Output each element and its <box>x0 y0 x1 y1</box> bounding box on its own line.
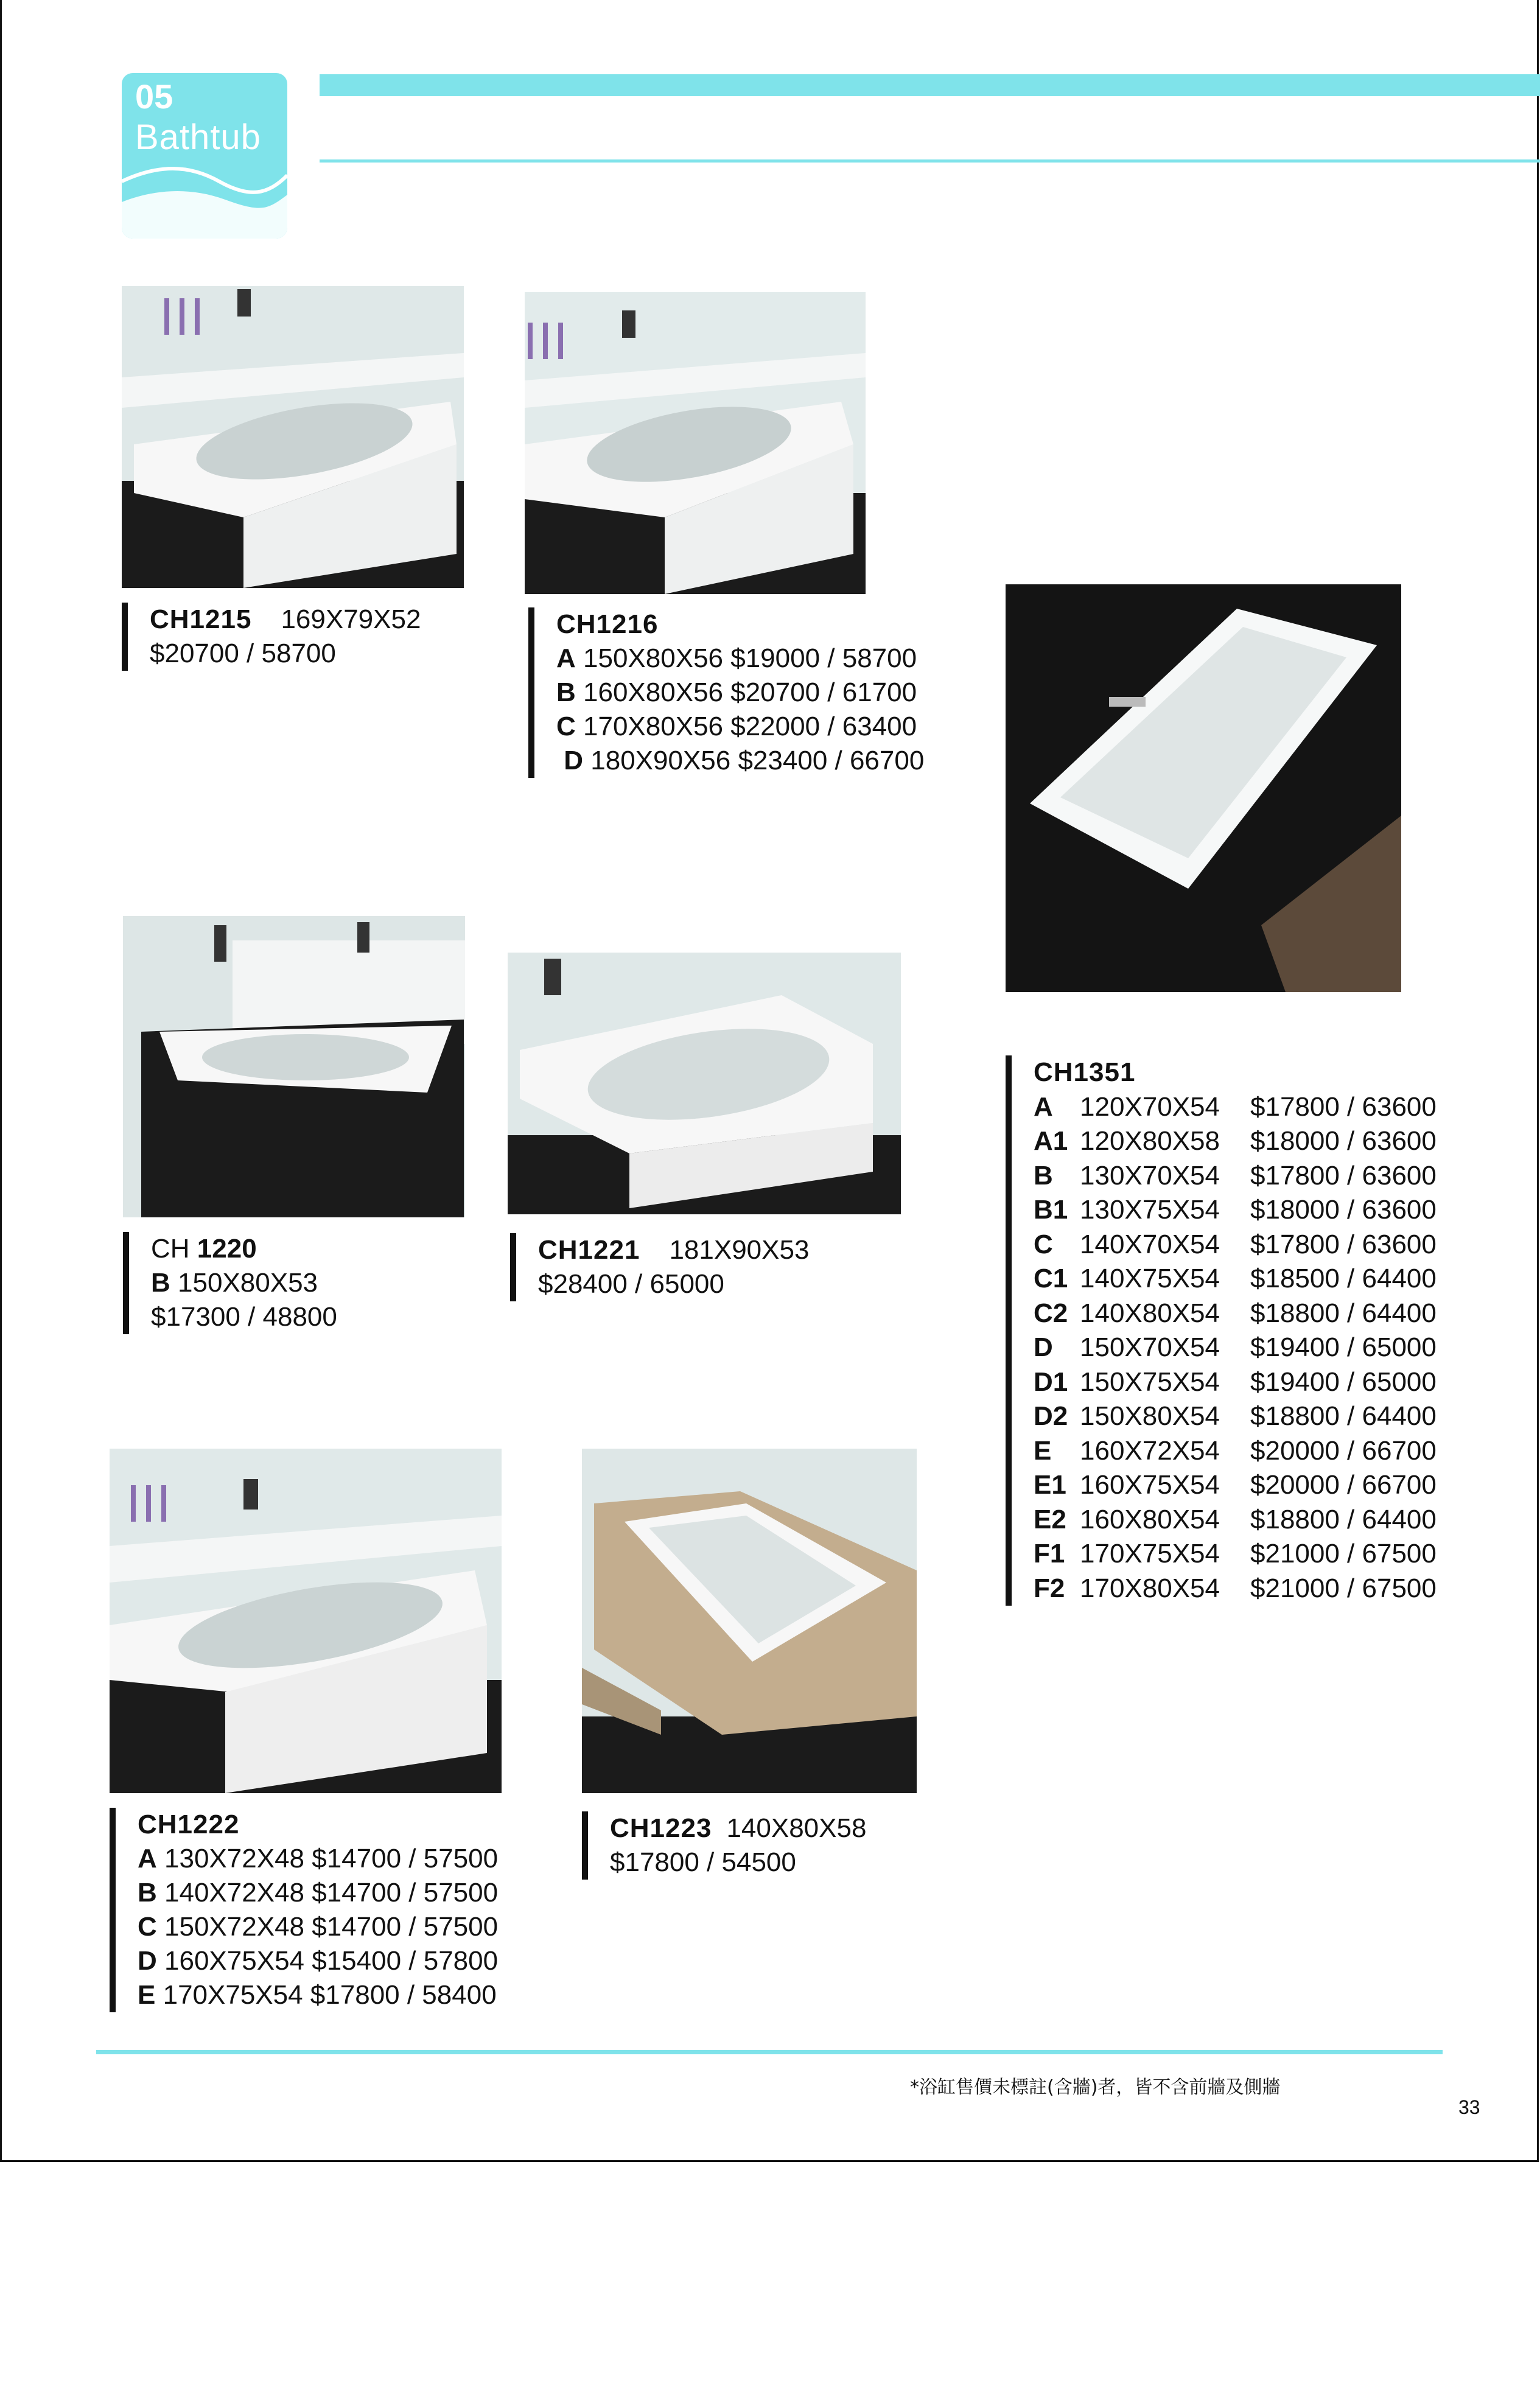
ch1222-row: C 150X72X48 $14700 / 57500 <box>138 1912 499 1942</box>
price-ch1223: $17800 / 54500 <box>610 1847 796 1877</box>
variant-dims: 140X75X54 <box>1080 1264 1220 1293</box>
ch1222-row: D 160X75X54 $15400 / 57800 <box>138 1946 499 1976</box>
variant-letter: E <box>1034 1435 1052 1466</box>
spec-ch1216 <box>528 607 924 778</box>
price-ch1215: $20700 / 58700 <box>150 638 336 668</box>
ch1351-row <box>1034 1365 1437 1400</box>
variant-price: $18500 / 64400 <box>1250 1264 1437 1293</box>
photo-ch1351 <box>1006 584 1401 992</box>
photo-ch1221 <box>508 953 901 1214</box>
model-ch1351: CH1351 <box>1034 1057 1136 1087</box>
ch1351-row <box>1034 1331 1437 1365</box>
photo-ch1215 <box>122 286 464 588</box>
variant-price: $18800 / 64400 <box>1250 1504 1437 1534</box>
variant-letter: F2 <box>1034 1573 1065 1603</box>
dims-ch1220: 150X80X53 <box>178 1268 318 1298</box>
variant-letter: D2 <box>1034 1401 1068 1431</box>
variant-dims: 170X75X54 <box>1080 1539 1220 1569</box>
variant-price: $21000 / 67500 <box>1250 1539 1437 1569</box>
ch1351-row <box>1034 1124 1437 1159</box>
variant-dims: 120X70X54 <box>1080 1091 1220 1122</box>
variant-dims: 160X75X54 <box>1080 1470 1220 1500</box>
ch1222-row: B 140X72X48 $14700 / 57500 <box>138 1878 499 1908</box>
ch1351-row <box>1034 1193 1437 1228</box>
variant-price: $20000 / 66700 <box>1250 1435 1437 1466</box>
model-ch1215: CH1215 <box>150 604 252 634</box>
ch1222-row: A 130X72X48 $14700 / 57500 <box>138 1844 499 1873</box>
variant-letter: D <box>1034 1332 1053 1362</box>
photo-ch1223 <box>582 1449 917 1793</box>
variant-dims: 130X70X54 <box>1080 1160 1220 1191</box>
ch1351-row <box>1034 1572 1437 1606</box>
variant-letter: C2 <box>1034 1298 1068 1328</box>
spec-ch1220 <box>123 1232 337 1334</box>
variant-dims: 150X75X54 <box>1080 1366 1220 1397</box>
dims-ch1215: 169X79X52 <box>281 604 421 634</box>
ch1216-row: C 170X80X56 $22000 / 63400 <box>556 712 917 741</box>
model-number-ch1220: 1220 <box>197 1234 257 1264</box>
variant-price: $17800 / 63600 <box>1250 1160 1437 1191</box>
model-ch1222: CH1222 <box>138 1810 240 1839</box>
variant-price: $17800 / 63600 <box>1250 1229 1437 1259</box>
variant-dims: 150X80X54 <box>1080 1401 1220 1431</box>
ch1351-row <box>1034 1537 1437 1572</box>
letter-ch1220: B <box>151 1268 170 1298</box>
variant-letter: B1 <box>1034 1195 1068 1225</box>
model-ch1223: CH1223 <box>610 1813 712 1843</box>
variant-letter: E2 <box>1034 1504 1066 1534</box>
ch1351-row <box>1034 1262 1437 1296</box>
ch1351-table <box>1034 1090 1437 1606</box>
photo-ch1216 <box>525 292 866 594</box>
variant-letter: F1 <box>1034 1539 1065 1569</box>
header-rule-thin <box>320 159 1540 163</box>
price-ch1221: $28400 / 65000 <box>538 1269 724 1299</box>
variant-letter: B <box>1034 1160 1053 1191</box>
variant-dims: 140X70X54 <box>1080 1229 1220 1259</box>
ch1351-row <box>1034 1228 1437 1262</box>
variant-price: $18000 / 63600 <box>1250 1126 1437 1156</box>
ch1351-row <box>1034 1434 1437 1469</box>
variant-letter: E1 <box>1034 1470 1066 1500</box>
variant-price: $21000 / 67500 <box>1250 1573 1437 1603</box>
spec-ch1222 <box>110 1808 498 2012</box>
footnote: *浴缸售價未標註(含牆)者，皆不含前牆及側牆 <box>910 2077 1281 2098</box>
ch1216-row: A 150X80X56 $19000 / 58700 <box>556 643 917 673</box>
dims-ch1223: 140X80X58 <box>726 1813 867 1843</box>
variant-price: $19400 / 65000 <box>1250 1332 1437 1362</box>
variant-dims: 130X75X54 <box>1080 1195 1220 1225</box>
variant-letter: A <box>1034 1091 1053 1122</box>
variant-letter: D1 <box>1034 1366 1068 1397</box>
variant-price: $20000 / 66700 <box>1250 1470 1437 1500</box>
ch1351-row <box>1034 1399 1437 1434</box>
variant-dims: 140X80X54 <box>1080 1298 1220 1328</box>
dims-ch1221: 181X90X53 <box>669 1235 810 1265</box>
variant-dims: 160X80X54 <box>1080 1504 1220 1534</box>
spec-ch1221 <box>510 1233 809 1301</box>
variant-letter: C <box>1034 1229 1053 1259</box>
variant-dims: 120X80X58 <box>1080 1126 1220 1156</box>
variant-price: $19400 / 65000 <box>1250 1366 1437 1397</box>
section-title: Bathtub <box>135 117 261 157</box>
spec-ch1215 <box>122 603 421 671</box>
model-ch1221: CH1221 <box>538 1235 640 1265</box>
variant-dims: 160X72X54 <box>1080 1435 1220 1466</box>
price-ch1220: $17300 / 48800 <box>151 1302 337 1332</box>
footer-rule <box>96 2050 1443 2054</box>
variant-price: $18000 / 63600 <box>1250 1195 1437 1225</box>
variant-letter: A1 <box>1034 1126 1068 1156</box>
ch1351-row <box>1034 1296 1437 1331</box>
ch1351-row <box>1034 1159 1437 1194</box>
page-number: 33 <box>1458 2096 1480 2118</box>
variant-letter: C1 <box>1034 1264 1068 1293</box>
ch1222-row: E 170X75X54 $17800 / 58400 <box>138 1980 497 2010</box>
section-number: 05 <box>135 77 173 116</box>
variant-price: $18800 / 64400 <box>1250 1298 1437 1328</box>
ch1351-row <box>1034 1468 1437 1503</box>
photo-ch1222 <box>110 1449 502 1793</box>
ch1216-row: B 160X80X56 $20700 / 61700 <box>556 677 917 707</box>
spec-ch1351 <box>1006 1055 1437 1606</box>
photo-ch1220 <box>123 916 465 1217</box>
header-rule-thick <box>320 74 1540 96</box>
ch1351-row <box>1034 1503 1437 1538</box>
variant-price: $17800 / 63600 <box>1250 1091 1437 1122</box>
variant-dims: 170X80X54 <box>1080 1573 1220 1603</box>
spec-ch1223 <box>582 1811 866 1880</box>
model-prefix-ch1220: CH <box>151 1234 197 1264</box>
section-tab <box>122 73 287 239</box>
variant-dims: 150X70X54 <box>1080 1332 1220 1362</box>
ch1216-row: D 180X90X56 $23400 / 66700 <box>564 746 925 775</box>
variant-price: $18800 / 64400 <box>1250 1401 1437 1431</box>
model-ch1216: CH1216 <box>556 609 659 639</box>
ch1351-row <box>1034 1090 1437 1125</box>
